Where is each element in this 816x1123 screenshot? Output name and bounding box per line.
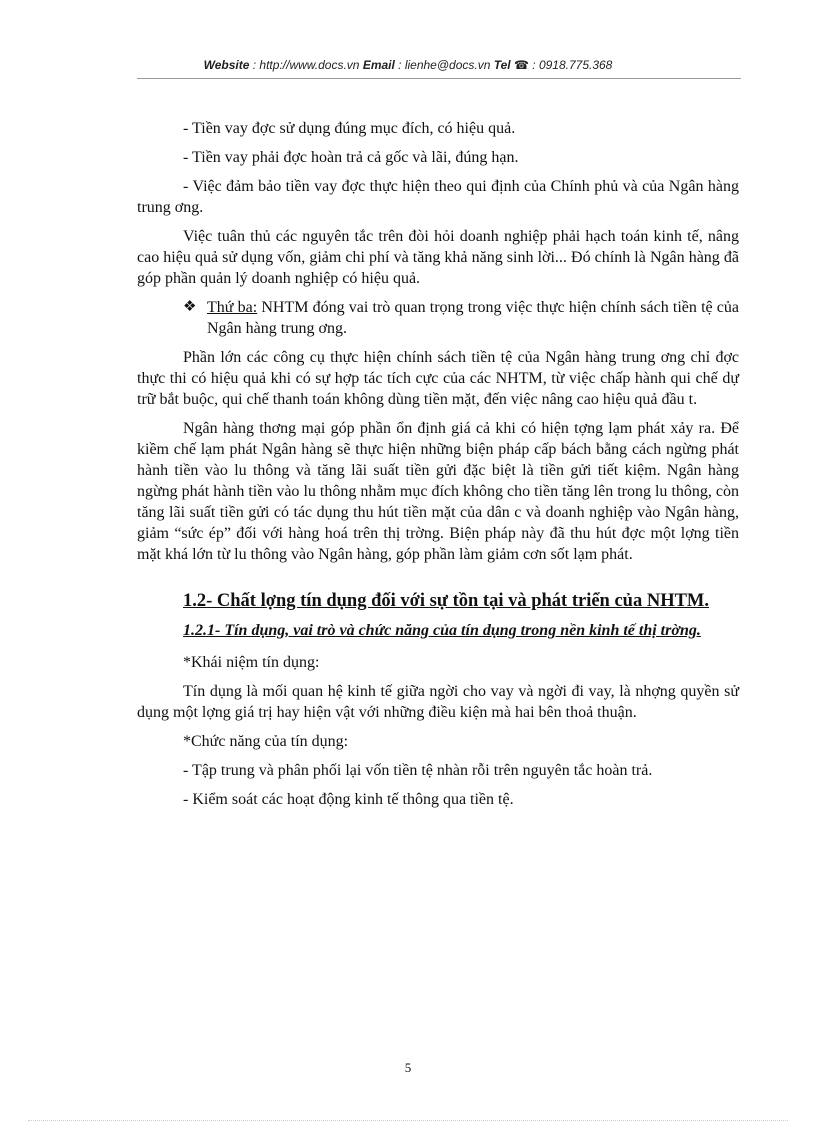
website-label: Website [203, 58, 250, 72]
bullet-label: Thứ ba: [207, 299, 258, 316]
tel-label: Tel [493, 58, 511, 72]
email-value[interactable]: : lienhe@docs.vn [394, 58, 494, 72]
paragraph-1: - Tiền vay đợc sử dụng đúng mục đích, có hiệu quả. [183, 120, 516, 137]
bullet-item [137, 297, 739, 339]
website-value[interactable]: : http://www.docs.vn [249, 58, 363, 72]
page-header [0, 58, 816, 72]
section-heading: 1.2- Chất lợng tín dụng đối với sự tồn tại và phát triển của NHTM. [183, 591, 710, 611]
paragraph-4: Việc tuân thủ các nguyên tắc trên đòi hỏi doanh nghiệp phải hạch toán kinh tế, nâng cao hiệu quả sử dụng vốn, giảm chi phí và tăng khả năng sinh lời... Đó chính là Ngân hàng đã góp phần quản lý doanh nghiệp có hiệu quả. [137, 228, 739, 287]
diamond-bullet-icon: ❖ [183, 297, 197, 315]
paragraph-6: Ngân hàng thơng mại góp phần ổn định giá cả khi có hiện tợng lạm phát xảy ra. Để kiềm chế lạm phát Ngân hàng sẽ thực hiện những biện pháp cấp bách bằng cách ngừng phát hành tiền vào lu thông và tăng lãi suất tiền gửi đặc biệt là tiền gửi tiết kiệm. Ngân hàng ngừng phát hành tiền vào lu thông nhằm mục đích không cho tiền tăng lên trong lu thông, còn tăng lãi suất tiền gửi có tác dụng thu hút tiền mặt của dân c và doanh nghiệp vào Ngân hàng, giảm “sức ép” đối với hàng hoá trên thị trờng. Biện pháp này đã thu hút đợc một lợng tiền mặt khá lớn từ lu thông vào Ngân hàng, góp phần làm giảm cơn sốt lạm phát. [137, 420, 739, 563]
concept-title: *Khái niệm tín dụng: [183, 654, 320, 671]
document-body [137, 118, 739, 818]
tel-value: : 0918.775.368 [528, 58, 613, 72]
page-number: 5 [404, 1060, 412, 1075]
subsection-heading: 1.2.1- Tín dụng, vai trò và chức năng của tín dụng trong nền kinh tế thị trờng. [183, 622, 701, 639]
paragraph-3: - Việc đảm bảo tiền vay đợc thực hiện theo qui định của Chính phủ và của Ngân hàng trung ơng. [137, 178, 739, 216]
bullet-text: NHTM đóng vai trò quan trọng trong việc thực hiện chính sách tiền tệ của Ngân hàng trung ơng. [207, 299, 739, 337]
function-title: *Chức năng của tín dụng: [183, 733, 349, 750]
paragraph-2: - Tiền vay phải đợc hoàn trả cả gốc và lãi, đúng hạn. [183, 149, 519, 166]
function-item-1: - Tập trung và phân phối lại vốn tiền tệ nhàn rỗi trên nguyên tắc hoàn trả. [183, 762, 653, 779]
phone-icon: ☎ [513, 58, 529, 72]
footer-divider [28, 1120, 788, 1121]
email-label: Email [362, 58, 395, 72]
paragraph-5: Phần lớn các công cụ thực hiện chính sách tiền tệ của Ngân hàng trung ơng chỉ đợc thực thi có hiệu quả khi có sự hợp tác tích cực của các NHTM, từ việc chấp hành qui chế dự trữ bắt buộc, qui chế thanh toán không dùng tiền mặt, đến việc nâng cao hiệu quả đầu t. [137, 349, 739, 408]
concept-text: Tín dụng là mối quan hệ kinh tế giữa ngời cho vay và ngời đi vay, là nhợng quyền sử dụng một lợng giá trị hay hiện vật với những điều kiện mà hai bên thoả thuận. [137, 683, 739, 721]
function-item-2: - Kiểm soát các hoạt động kinh tế thông qua tiền tệ. [183, 791, 514, 808]
header-divider [137, 78, 741, 79]
